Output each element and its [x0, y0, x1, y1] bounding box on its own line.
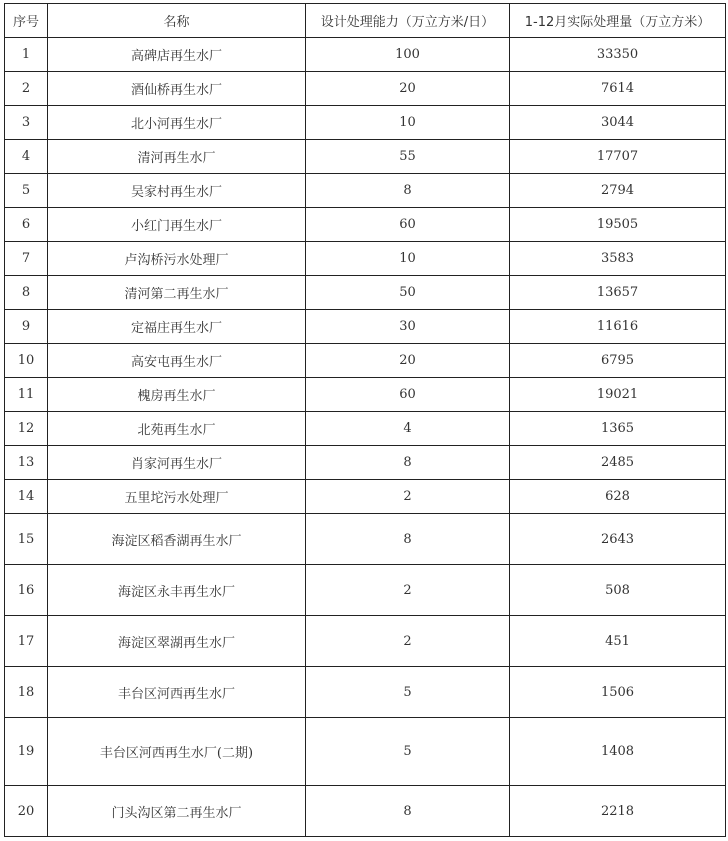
cell-name: 酒仙桥再生水厂 — [48, 72, 306, 106]
cell-capacity: 10 — [306, 242, 510, 276]
cell-index: 13 — [5, 446, 48, 480]
cell-volume: 2218 — [510, 786, 726, 837]
cell-capacity: 60 — [306, 208, 510, 242]
cell-index: 6 — [5, 208, 48, 242]
cell-name: 五里坨污水处理厂 — [48, 480, 306, 514]
table-row — [5, 446, 726, 480]
cell-name: 卢沟桥污水处理厂 — [48, 242, 306, 276]
cell-volume: 2643 — [510, 514, 726, 565]
cell-capacity: 2 — [306, 480, 510, 514]
cell-volume: 2485 — [510, 446, 726, 480]
cell-volume: 451 — [510, 616, 726, 667]
cell-capacity: 20 — [306, 344, 510, 378]
table-row — [5, 242, 726, 276]
cell-name: 海淀区翠湖再生水厂 — [48, 616, 306, 667]
cell-index: 18 — [5, 667, 48, 718]
cell-capacity: 8 — [306, 786, 510, 837]
cell-name: 丰台区河西再生水厂(二期) — [48, 718, 306, 786]
table-row — [5, 310, 726, 344]
cell-index: 17 — [5, 616, 48, 667]
cell-name: 丰台区河西再生水厂 — [48, 667, 306, 718]
table-row — [5, 412, 726, 446]
cell-volume: 11616 — [510, 310, 726, 344]
cell-index: 12 — [5, 412, 48, 446]
cell-capacity: 10 — [306, 106, 510, 140]
cell-capacity: 100 — [306, 38, 510, 72]
cell-volume: 2794 — [510, 174, 726, 208]
cell-volume: 1506 — [510, 667, 726, 718]
cell-name: 北小河再生水厂 — [48, 106, 306, 140]
cell-volume: 33350 — [510, 38, 726, 72]
cell-volume: 13657 — [510, 276, 726, 310]
cell-capacity: 2 — [306, 616, 510, 667]
cell-capacity: 50 — [306, 276, 510, 310]
cell-capacity: 5 — [306, 667, 510, 718]
cell-name: 海淀区稻香湖再生水厂 — [48, 514, 306, 565]
cell-capacity: 8 — [306, 174, 510, 208]
cell-name: 海淀区永丰再生水厂 — [48, 565, 306, 616]
table-row — [5, 344, 726, 378]
table-row — [5, 106, 726, 140]
cell-capacity: 4 — [306, 412, 510, 446]
header-name: 名称 — [48, 4, 306, 38]
cell-volume: 1408 — [510, 718, 726, 786]
cell-capacity: 55 — [306, 140, 510, 174]
cell-volume: 7614 — [510, 72, 726, 106]
cell-capacity: 8 — [306, 446, 510, 480]
cell-index: 15 — [5, 514, 48, 565]
cell-name: 肖家河再生水厂 — [48, 446, 306, 480]
cell-index: 4 — [5, 140, 48, 174]
cell-index: 2 — [5, 72, 48, 106]
cell-name: 门头沟区第二再生水厂 — [48, 786, 306, 837]
cell-name: 高碑店再生水厂 — [48, 38, 306, 72]
cell-name: 吴家村再生水厂 — [48, 174, 306, 208]
cell-capacity: 2 — [306, 565, 510, 616]
cell-name: 小红门再生水厂 — [48, 208, 306, 242]
table-row — [5, 174, 726, 208]
cell-name: 清河第二再生水厂 — [48, 276, 306, 310]
cell-index: 10 — [5, 344, 48, 378]
table-row — [5, 718, 726, 786]
header-actual-volume: 1-12月实际处理量（万立方米） — [510, 4, 726, 38]
cell-index: 7 — [5, 242, 48, 276]
cell-index: 3 — [5, 106, 48, 140]
cell-capacity: 20 — [306, 72, 510, 106]
table-row — [5, 276, 726, 310]
cell-volume: 17707 — [510, 140, 726, 174]
header-design-capacity: 设计处理能力（万立方米/日） — [306, 4, 510, 38]
cell-volume: 628 — [510, 480, 726, 514]
cell-index: 11 — [5, 378, 48, 412]
table-row — [5, 667, 726, 718]
cell-index: 5 — [5, 174, 48, 208]
cell-volume: 3044 — [510, 106, 726, 140]
cell-volume: 19505 — [510, 208, 726, 242]
cell-name: 定福庄再生水厂 — [48, 310, 306, 344]
cell-volume: 19021 — [510, 378, 726, 412]
table-header-row — [5, 4, 726, 38]
table-row — [5, 378, 726, 412]
table-row — [5, 565, 726, 616]
cell-capacity: 5 — [306, 718, 510, 786]
table-row — [5, 514, 726, 565]
table-row — [5, 72, 726, 106]
cell-volume: 508 — [510, 565, 726, 616]
table-row — [5, 480, 726, 514]
cell-index: 19 — [5, 718, 48, 786]
table-row — [5, 616, 726, 667]
table-row — [5, 38, 726, 72]
cell-capacity: 60 — [306, 378, 510, 412]
cell-index: 14 — [5, 480, 48, 514]
table-row — [5, 140, 726, 174]
table-row — [5, 786, 726, 837]
cell-capacity: 30 — [306, 310, 510, 344]
cell-index: 1 — [5, 38, 48, 72]
cell-index: 20 — [5, 786, 48, 837]
cell-name: 清河再生水厂 — [48, 140, 306, 174]
cell-volume: 6795 — [510, 344, 726, 378]
cell-index: 16 — [5, 565, 48, 616]
cell-name: 槐房再生水厂 — [48, 378, 306, 412]
cell-index: 9 — [5, 310, 48, 344]
cell-name: 高安屯再生水厂 — [48, 344, 306, 378]
water-plant-table — [4, 3, 726, 837]
cell-name: 北苑再生水厂 — [48, 412, 306, 446]
cell-capacity: 8 — [306, 514, 510, 565]
header-index: 序号 — [5, 4, 48, 38]
cell-volume: 1365 — [510, 412, 726, 446]
cell-volume: 3583 — [510, 242, 726, 276]
cell-index: 8 — [5, 276, 48, 310]
table-row — [5, 208, 726, 242]
